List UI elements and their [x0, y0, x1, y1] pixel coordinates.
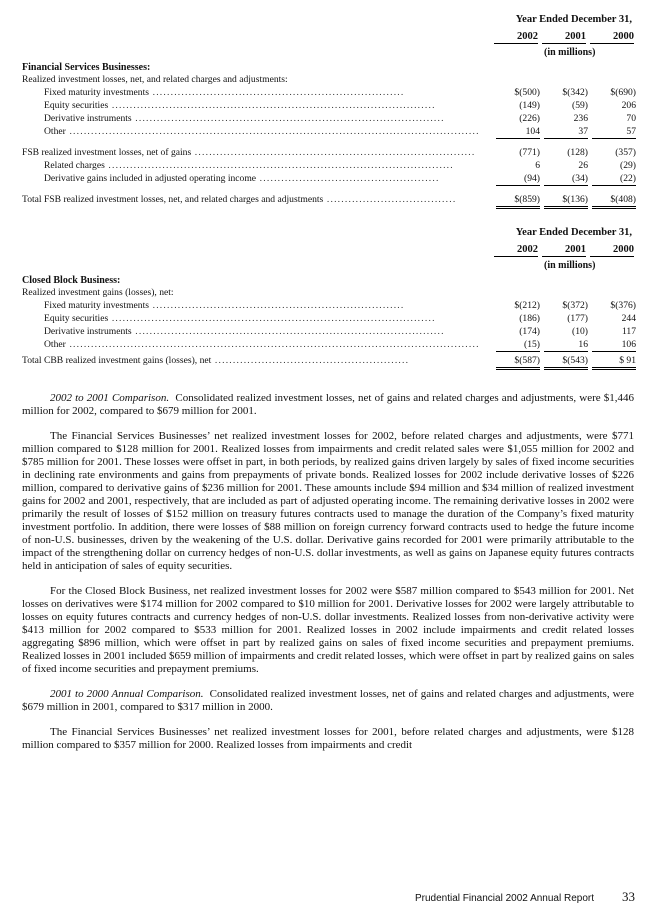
subheading: Realized investment losses, net, and related charges and adjustments: [22, 74, 288, 85]
cell: 206 [621, 100, 636, 111]
year-columns [490, 244, 634, 257]
paragraph-text: For the Closed Block Business, net realized investment losses for 2002 were $587 million compared to $543 million for 2001. Net losses on derivatives were $174 million for 2002 compared to $10 million for 2001. Derivative losses for 2002 were largely attributable to losses on equity futures contracts and currency hedges of non-U.S. dollar investments. Realized losses from non-derivative activity were $413 million for 2002 compared to $533 million for 2001. Realized losses in 2002 include impairments and credit related losses aggregating $896 million, which were offset in part by realized gains on sales of fixed income securities and prepayment premiums. Realized losses in 2001 included $659 million of impairments and credit related losses, which were offset in part by realized gains on sales of fixed income securities and prepayment premiums. [22, 585, 634, 675]
table-row: Related charges ................................................................................................ 6 26 (29) [44, 160, 636, 171]
cell: 117 [621, 326, 636, 337]
table-row: Derivative instruments ...................................................................................... (226) 236 70 [44, 113, 636, 124]
year-col: 2002 [494, 31, 538, 44]
cell: $ 91 [592, 355, 636, 370]
page-footer [415, 889, 635, 905]
section-title: Financial Services Businesses: [22, 62, 151, 73]
paragraph-text: The Financial Services Businesses’ net realized investment losses for 2002, before related charges and adjustments, were $771 million compared to $128 million for 2001. Realized losses from impairments and credit related sales were $1,055 million for 2002 and $785 million for 2001. These losses were offset in part, in both periods, by realized gains driven largely by sales of fixed income securities in declining rate environments and gains from prepayments of private bonds. Realized losses for 2002 include derivative losses of $226 million, compared to derivative gains of $236 million for 2001. These amounts include $94 million and $34 million of realized investment gains for 2002 and 2001, respectively, that are included as part of adjusted operating income. The remaining derivative losses in 2002 were primarily the result of losses of $152 million on treasury futures contracts used to manage the duration of the Company’s fixed maturity investment portfolio. In addition, there were losses of $88 million on foreign currency forward contracts used to hedge the future income of non-U.S. businesses, driven by the weakening of the U.S. dollar. Derivative gains recorded for 2001 were primarily attributable to the impact of the strengthening dollar on currency hedges of non-U.S. dollar investments, as well as gains on Japanese equity futures contracts held in anticipation of sales of equity securities. [22, 430, 634, 572]
cell: (226) [519, 113, 540, 124]
cell: $(408) [592, 194, 636, 209]
paragraph-text: Consolidated realized investment losses, net of gains and related charges and adjustments, were $679 million in 2001, compared to $317 million in 2000. [22, 688, 634, 713]
paragraph-lead: 2002 to 2001 Comparison. [50, 392, 170, 404]
row-label: Derivative gains included in adjusted operating income [44, 173, 257, 184]
cell: (186) [519, 313, 540, 324]
table-row: Equity securities .......................................................................................... (186) (177) 244 [44, 313, 636, 324]
table-row: Other .................................................................................................................. 104 37 57 [44, 126, 636, 137]
paragraph [22, 688, 634, 714]
subheading: Realized investment gains (losses), net: [22, 287, 174, 298]
row-label: Fixed maturity investments [44, 300, 149, 311]
cell: 37 [544, 126, 588, 139]
paragraph [22, 585, 634, 676]
cell: 16 [544, 339, 588, 352]
row-label: Other [44, 126, 66, 137]
row-label: Total FSB realized investment losses, net, and related charges and adjustments [22, 194, 324, 205]
year-col: 2001 [542, 244, 586, 257]
year-col: 2002 [494, 244, 538, 257]
cell: $(212) [514, 300, 540, 311]
cell: (174) [519, 326, 540, 337]
paragraph [22, 392, 634, 418]
table-row: FSB realized investment losses, net of gains .............................................................................. (771) (128) (357) [22, 147, 636, 158]
cell: (29) [620, 160, 636, 171]
table-row: Other .................................................................................................................. (15) 16 106 [44, 339, 636, 350]
cell: 70 [626, 113, 636, 124]
cell: (128) [567, 147, 588, 158]
cell: $(500) [514, 87, 540, 98]
cell: $(342) [562, 87, 588, 98]
page [22, 14, 634, 386]
row-label: Related charges [44, 160, 105, 171]
year-header: Year Ended December 31, [515, 227, 632, 238]
row-label: Derivative instruments [44, 113, 132, 124]
cell: (22) [592, 173, 636, 186]
page-number: 33 [622, 889, 635, 904]
cell: $(376) [610, 300, 636, 311]
row-label: Derivative instruments [44, 326, 132, 337]
cell: 26 [578, 160, 588, 171]
cell: $(543) [544, 355, 588, 370]
cell: (59) [572, 100, 588, 111]
cell: $(136) [544, 194, 588, 209]
report-title: Prudential Financial 2002 Annual Report [414, 893, 594, 904]
cell: 104 [496, 126, 540, 139]
row-label: Total CBB realized investment gains (losses), net [22, 355, 212, 366]
section-title: Closed Block Business: [22, 275, 121, 286]
cell: (177) [567, 313, 588, 324]
cell: 244 [621, 313, 636, 324]
paragraph-lead: 2001 to 2000 Annual Comparison. [50, 688, 204, 700]
row-label: Equity securities [44, 100, 109, 111]
cell: 57 [592, 126, 636, 139]
unit-label: (in millions) [544, 260, 596, 271]
cbb-table [22, 224, 634, 386]
row-label: Other [44, 339, 66, 350]
cell: (771) [519, 147, 540, 158]
cell: 236 [573, 113, 588, 124]
paragraph [22, 430, 634, 573]
cell: (34) [544, 173, 588, 186]
cell: (15) [496, 339, 540, 352]
row-label: Equity securities [44, 313, 109, 324]
body-text [22, 392, 634, 758]
paragraph [22, 726, 634, 752]
table-row: Derivative gains included in adjusted operating income .................................................. (94) (34) (22) [44, 173, 636, 184]
year-col: 2000 [590, 31, 634, 44]
cell: $(690) [610, 87, 636, 98]
table-row: Fixed maturity investments ...................................................................... $(212) $(372) $(376) [44, 300, 636, 311]
row-label: FSB realized investment losses, net of gains [22, 147, 192, 158]
table-row-total: Total FSB realized investment losses, net, and related charges and adjustments .................................... $(859) $(136) $(408) [22, 194, 634, 206]
fsb-table [22, 14, 634, 224]
cell: (10) [572, 326, 588, 337]
year-header: Year Ended December 31, [515, 14, 632, 25]
table-row: Derivative instruments ...................................................................................... (174) (10) 117 [44, 326, 636, 337]
table-row: Equity securities .......................................................................................... (149) (59) 206 [44, 100, 636, 111]
row-label: Fixed maturity investments [44, 87, 149, 98]
paragraph-text: Consolidated realized investment losses, net of gains and related charges and adjustments, were $1,446 million for 2002, compared to $679 million for 2001. [22, 392, 634, 417]
year-columns [490, 31, 634, 44]
year-col: 2000 [590, 244, 634, 257]
cell: $(859) [496, 194, 540, 209]
unit-label: (in millions) [544, 47, 596, 58]
cell: 6 [535, 160, 540, 171]
cell: $(587) [496, 355, 540, 370]
cell: 106 [592, 339, 636, 352]
cell: $(372) [562, 300, 588, 311]
table-row: Fixed maturity investments ...................................................................... $(500) $(342) $(690) [44, 87, 636, 98]
table-row-total: Total CBB realized investment gains (losses), net ...................................................... $(587) $(543) $ 91 [22, 355, 634, 367]
paragraph-text: The Financial Services Businesses’ net realized investment losses for 2001, before related charges and adjustments, were $128 million compared to $357 million for 2000. Realized losses from impairments and credit [22, 726, 634, 751]
cell: (149) [519, 100, 540, 111]
year-col: 2001 [542, 31, 586, 44]
cell: (94) [496, 173, 540, 186]
cell: (357) [615, 147, 636, 158]
